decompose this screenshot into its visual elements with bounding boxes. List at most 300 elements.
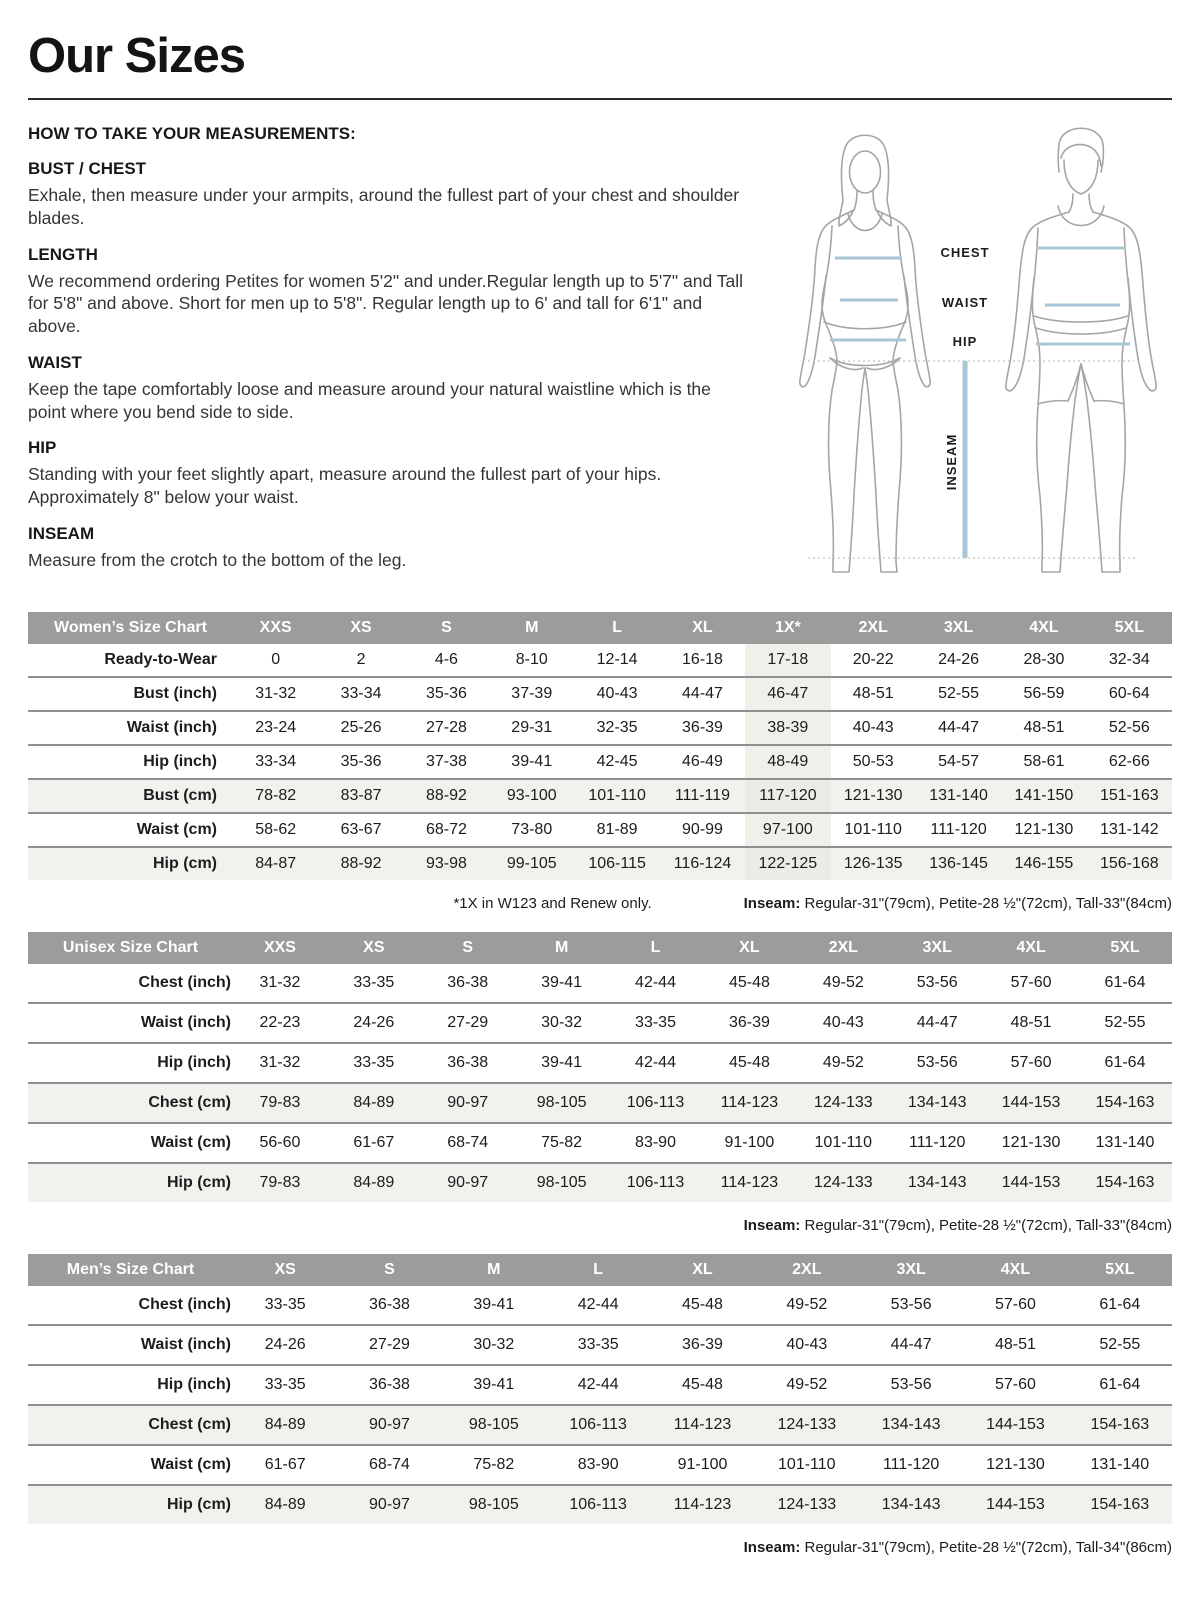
size-cell: 131-140 bbox=[1068, 1445, 1172, 1485]
size-cell: 20-22 bbox=[852, 651, 894, 668]
size-cell: 56-59 bbox=[1001, 677, 1086, 711]
size-cell: 151-163 bbox=[1087, 779, 1172, 813]
row-label: Bust (inch) bbox=[28, 677, 233, 711]
column-header: XS bbox=[318, 612, 403, 644]
size-cell: 46-49 bbox=[660, 745, 745, 779]
size-cell: 29-31 bbox=[489, 711, 574, 745]
size-cell: 62-66 bbox=[1087, 745, 1172, 779]
table-row bbox=[28, 1405, 1172, 1445]
column-header: 2XL bbox=[796, 932, 890, 964]
size-cell: 84-89 bbox=[233, 1485, 337, 1524]
size-cell: 48-51 bbox=[984, 1003, 1078, 1043]
size-cell: 31-32 bbox=[233, 677, 318, 711]
size-cell: 48-51 bbox=[1001, 711, 1086, 745]
body-measurement-illustration bbox=[768, 110, 1172, 592]
size-cell: 27-29 bbox=[421, 1003, 515, 1043]
size-cell: 114-123 bbox=[702, 1083, 796, 1123]
column-header: 2XL bbox=[755, 1254, 859, 1286]
size-cell: 53-56 bbox=[890, 1296, 932, 1313]
size-cell: 42-44 bbox=[635, 974, 676, 991]
size-cell: 61-64 bbox=[1068, 1365, 1172, 1405]
size-cell: 106-113 bbox=[546, 1485, 650, 1524]
mens-chart-footnotes bbox=[28, 1539, 1172, 1556]
man-figure bbox=[1006, 128, 1156, 572]
size-cell: 111-120 bbox=[916, 813, 1001, 847]
size-cell: 61-67 bbox=[233, 1445, 337, 1485]
column-header: S bbox=[337, 1254, 441, 1286]
size-cell: 40-43 bbox=[755, 1325, 859, 1365]
instruction-title: WAIST bbox=[28, 352, 82, 372]
size-cell: 33-34 bbox=[318, 677, 403, 711]
column-header: L bbox=[609, 932, 703, 964]
inseam-footnote: Inseam: Regular-31"(79cm), Petite-28 ½"(72cm), Tall-34"(86cm) bbox=[743, 1539, 1172, 1556]
instruction-bust-chest bbox=[28, 159, 752, 230]
size-cell: 83-90 bbox=[546, 1445, 650, 1485]
size-cell: 144-153 bbox=[984, 1163, 1078, 1202]
size-cell: 68-74 bbox=[421, 1123, 515, 1163]
size-cell: 79-83 bbox=[233, 1163, 327, 1202]
size-cell: 60-64 bbox=[1087, 677, 1172, 711]
instructions-heading: HOW TO TAKE YOUR MEASUREMENTS: bbox=[28, 124, 356, 143]
table-row bbox=[28, 1445, 1172, 1485]
size-cell: 68-74 bbox=[337, 1445, 441, 1485]
size-cell: 144-153 bbox=[984, 1083, 1078, 1123]
size-cell: 84-89 bbox=[327, 1163, 421, 1202]
table-row bbox=[28, 813, 1172, 847]
size-cell: 16-18 bbox=[682, 651, 723, 668]
size-cell: 35-36 bbox=[404, 677, 489, 711]
table-row bbox=[28, 1325, 1172, 1365]
title-divider bbox=[28, 98, 1172, 100]
column-header: XS bbox=[327, 932, 421, 964]
size-cell: 114-123 bbox=[650, 1485, 754, 1524]
unisex-size-chart bbox=[28, 932, 1172, 1202]
size-cell: 122-125 bbox=[745, 847, 830, 880]
size-cell: 45-48 bbox=[702, 1043, 796, 1083]
size-cell: 49-52 bbox=[786, 1296, 828, 1313]
size-cell: 106-115 bbox=[574, 847, 659, 880]
table-title: Men’s Size Chart bbox=[28, 1254, 233, 1286]
size-cell: 0 bbox=[271, 651, 281, 668]
size-cell: 45-48 bbox=[650, 1365, 754, 1405]
column-header: XL bbox=[650, 1254, 754, 1286]
size-cell: 91-100 bbox=[650, 1445, 754, 1485]
size-cell: 33-34 bbox=[233, 745, 318, 779]
hip-label: HIP bbox=[952, 334, 978, 349]
row-label: Chest (cm) bbox=[28, 1405, 233, 1445]
size-cell: 36-38 bbox=[447, 974, 489, 991]
size-cell: 75-82 bbox=[515, 1123, 609, 1163]
table-row bbox=[28, 847, 1172, 880]
size-cell: 36-39 bbox=[650, 1325, 754, 1365]
size-cell: 37-39 bbox=[489, 677, 574, 711]
size-cell: 81-89 bbox=[574, 813, 659, 847]
size-cell: 42-44 bbox=[546, 1365, 650, 1405]
size-cell: 98-105 bbox=[515, 1163, 609, 1202]
size-cell: 73-80 bbox=[489, 813, 574, 847]
row-label: Hip (inch) bbox=[28, 1365, 233, 1405]
size-cell: 39-41 bbox=[442, 1365, 546, 1405]
size-cell: 93-98 bbox=[404, 847, 489, 880]
size-cell: 90-97 bbox=[421, 1163, 515, 1202]
column-header: 4XL bbox=[963, 1254, 1067, 1286]
column-header: XL bbox=[660, 612, 745, 644]
table-row bbox=[28, 964, 1172, 1003]
inseam-label: INSEAM bbox=[944, 433, 959, 491]
row-label: Waist (inch) bbox=[28, 711, 233, 745]
size-cell: 131-140 bbox=[1078, 1123, 1172, 1163]
column-header: 3XL bbox=[859, 1254, 963, 1286]
size-cell: 134-143 bbox=[890, 1163, 984, 1202]
size-cell: 45-48 bbox=[682, 1296, 723, 1313]
size-cell: 154-163 bbox=[1078, 1163, 1172, 1202]
size-cell: 40-43 bbox=[831, 711, 916, 745]
size-cell: 45-48 bbox=[728, 974, 770, 991]
table-row bbox=[28, 1123, 1172, 1163]
column-header: 2XL bbox=[831, 612, 916, 644]
size-cell: 49-52 bbox=[796, 1043, 890, 1083]
size-cell: 44-47 bbox=[859, 1325, 963, 1365]
instruction-body: Exhale, then measure under your armpits, around the fullest part of your chest and shoulder blades. bbox=[28, 185, 740, 228]
size-cell: 84-87 bbox=[233, 847, 318, 880]
size-cell: 50-53 bbox=[831, 745, 916, 779]
size-cell: 144-153 bbox=[963, 1485, 1067, 1524]
size-cell: 83-90 bbox=[609, 1123, 703, 1163]
size-cell: 4-6 bbox=[434, 651, 458, 668]
size-cell: 42-45 bbox=[574, 745, 659, 779]
size-cell: 12-14 bbox=[596, 651, 638, 668]
size-cell: 58-62 bbox=[233, 813, 318, 847]
table-row bbox=[28, 745, 1172, 779]
size-cell: 40-43 bbox=[796, 1003, 890, 1043]
size-cell: 88-92 bbox=[318, 847, 403, 880]
size-cell: 156-168 bbox=[1087, 847, 1172, 880]
column-header: L bbox=[574, 612, 659, 644]
size-cell: 144-153 bbox=[963, 1405, 1067, 1445]
size-cell: 46-47 bbox=[745, 677, 830, 711]
row-label: Ready-to-Wear bbox=[104, 651, 217, 668]
size-cell: 154-163 bbox=[1068, 1485, 1172, 1524]
instruction-body: Standing with your feet slightly apart, measure around the fullest part of your hips. Approximately 8" below your waist. bbox=[28, 464, 662, 507]
size-cell: 44-47 bbox=[660, 677, 745, 711]
row-label: Waist (cm) bbox=[28, 1445, 233, 1485]
size-cell: 83-87 bbox=[318, 779, 403, 813]
size-cell: 39-41 bbox=[473, 1296, 515, 1313]
inseam-footnote: Inseam: Regular-31"(79cm), Petite-28 ½"(72cm), Tall-33"(84cm) bbox=[743, 1217, 1172, 1234]
instruction-waist bbox=[28, 353, 752, 424]
row-label: Bust (cm) bbox=[28, 779, 233, 813]
row-label: Waist (inch) bbox=[28, 1325, 233, 1365]
size-cell: 99-105 bbox=[489, 847, 574, 880]
size-cell: 61-64 bbox=[1078, 1043, 1172, 1083]
size-cell: 52-55 bbox=[916, 677, 1001, 711]
column-header: M bbox=[442, 1254, 546, 1286]
size-cell: 111-120 bbox=[890, 1123, 984, 1163]
row-label: Waist (cm) bbox=[28, 1123, 233, 1163]
size-cell: 44-47 bbox=[890, 1003, 984, 1043]
waist-label: WAIST bbox=[941, 295, 989, 310]
measurement-diagram bbox=[768, 110, 1172, 592]
instruction-title: LENGTH bbox=[28, 244, 98, 264]
size-cell: 90-97 bbox=[337, 1485, 441, 1524]
instruction-hip bbox=[28, 438, 752, 509]
column-header: 5XL bbox=[1087, 612, 1172, 644]
size-cell: 111-119 bbox=[660, 779, 745, 813]
size-cell: 79-83 bbox=[233, 1083, 327, 1123]
row-label: Chest (inch) bbox=[138, 1296, 231, 1313]
size-cell: 44-47 bbox=[916, 711, 1001, 745]
size-cell: 88-92 bbox=[404, 779, 489, 813]
size-cell: 56-60 bbox=[233, 1123, 327, 1163]
column-header: S bbox=[404, 612, 489, 644]
chest-label: CHEST bbox=[940, 245, 990, 260]
size-cell: 52-55 bbox=[1078, 1003, 1172, 1043]
size-cell: 23-24 bbox=[233, 711, 318, 745]
size-cell: 25-26 bbox=[318, 711, 403, 745]
size-cell: 84-89 bbox=[233, 1405, 337, 1445]
row-label: Waist (inch) bbox=[28, 1003, 233, 1043]
size-cell: 49-52 bbox=[755, 1365, 859, 1405]
table-row bbox=[28, 1485, 1172, 1524]
size-cell: 36-38 bbox=[369, 1296, 410, 1313]
size-cell: 97-100 bbox=[745, 813, 830, 847]
size-cell: 33-35 bbox=[327, 1043, 421, 1083]
size-cell: 124-133 bbox=[755, 1485, 859, 1524]
size-cell: 2 bbox=[356, 651, 366, 668]
size-cell: 39-41 bbox=[489, 745, 574, 779]
size-cell: 28-30 bbox=[1023, 651, 1065, 668]
size-cell: 53-56 bbox=[916, 974, 958, 991]
size-cell: 58-61 bbox=[1001, 745, 1086, 779]
size-cell: 101-110 bbox=[796, 1123, 890, 1163]
column-header: L bbox=[546, 1254, 650, 1286]
size-cell: 52-56 bbox=[1087, 711, 1172, 745]
column-header: 5XL bbox=[1068, 1254, 1172, 1286]
woman-figure bbox=[800, 135, 930, 572]
table-row bbox=[28, 1286, 1172, 1325]
size-cell: 36-38 bbox=[337, 1365, 441, 1405]
column-header: XXS bbox=[233, 932, 327, 964]
table-title: Women’s Size Chart bbox=[28, 612, 233, 644]
table-row bbox=[28, 1163, 1172, 1202]
size-cell: 57-60 bbox=[963, 1365, 1067, 1405]
size-cell: 61-64 bbox=[1104, 974, 1146, 991]
table-row bbox=[28, 644, 1172, 677]
size-cell: 31-32 bbox=[259, 974, 301, 991]
size-cell: 24-26 bbox=[938, 651, 980, 668]
size-cell: 134-143 bbox=[859, 1485, 963, 1524]
size-cell: 27-28 bbox=[404, 711, 489, 745]
intro-section bbox=[28, 116, 1172, 592]
row-label: Hip (inch) bbox=[28, 745, 233, 779]
size-cell: 36-39 bbox=[660, 711, 745, 745]
size-cell: 106-113 bbox=[609, 1163, 703, 1202]
size-cell: 17-18 bbox=[745, 644, 830, 677]
size-cell: 121-130 bbox=[963, 1445, 1067, 1485]
size-cell: 33-35 bbox=[546, 1325, 650, 1365]
size-cell: 90-99 bbox=[660, 813, 745, 847]
size-cell: 39-41 bbox=[541, 974, 583, 991]
size-cell: 53-56 bbox=[890, 1043, 984, 1083]
instruction-title: INSEAM bbox=[28, 523, 95, 543]
womens-size-chart bbox=[28, 612, 1172, 880]
size-cell: 27-29 bbox=[337, 1325, 441, 1365]
row-label: Hip (cm) bbox=[28, 847, 233, 880]
size-cell: 42-44 bbox=[609, 1043, 703, 1083]
instruction-body: Measure from the crotch to the bottom of the leg. bbox=[28, 549, 407, 570]
size-cell: 136-145 bbox=[916, 847, 1001, 880]
size-cell: 98-105 bbox=[442, 1485, 546, 1524]
size-cell: 124-133 bbox=[755, 1405, 859, 1445]
size-cell: 121-130 bbox=[984, 1123, 1078, 1163]
size-cell: 49-52 bbox=[822, 974, 864, 991]
column-header: XXS bbox=[233, 612, 318, 644]
row-label: Chest (cm) bbox=[28, 1083, 233, 1123]
instruction-title: HIP bbox=[28, 438, 57, 458]
size-cell: 48-51 bbox=[963, 1325, 1067, 1365]
table-title: Unisex Size Chart bbox=[28, 932, 233, 964]
size-cell: 91-100 bbox=[702, 1123, 796, 1163]
column-header: 3XL bbox=[890, 932, 984, 964]
size-cell: 124-133 bbox=[796, 1163, 890, 1202]
row-label: Hip (cm) bbox=[28, 1163, 233, 1202]
size-cell: 90-97 bbox=[421, 1083, 515, 1123]
size-cell: 57-60 bbox=[995, 1296, 1036, 1313]
column-header: XL bbox=[702, 932, 796, 964]
size-cell: 106-113 bbox=[609, 1083, 703, 1123]
size-cell: 57-60 bbox=[1010, 974, 1052, 991]
measurement-instructions bbox=[28, 116, 752, 592]
size-cell: 111-120 bbox=[859, 1445, 963, 1485]
size-cell: 24-26 bbox=[233, 1325, 337, 1365]
size-cell: 141-150 bbox=[1001, 779, 1086, 813]
table-row bbox=[28, 677, 1172, 711]
column-header: XS bbox=[233, 1254, 337, 1286]
size-cell: 93-100 bbox=[489, 779, 574, 813]
size-cell: 114-123 bbox=[650, 1405, 754, 1445]
size-cell: 114-123 bbox=[702, 1163, 796, 1202]
row-label: Chest (inch) bbox=[138, 974, 231, 991]
size-cell: 98-105 bbox=[515, 1083, 609, 1123]
size-cell: 117-120 bbox=[745, 779, 830, 813]
size-cell: 101-110 bbox=[755, 1445, 859, 1485]
asterisk-footnote: *1X in W123 and Renew only. bbox=[453, 895, 652, 912]
column-header: S bbox=[421, 932, 515, 964]
size-cell: 134-143 bbox=[859, 1405, 963, 1445]
size-cell: 57-60 bbox=[984, 1043, 1078, 1083]
table-row bbox=[28, 1365, 1172, 1405]
size-cell: 31-32 bbox=[233, 1043, 327, 1083]
womens-chart-footnotes bbox=[28, 895, 1172, 912]
table-row bbox=[28, 1003, 1172, 1043]
column-header: 3XL bbox=[916, 612, 1001, 644]
size-cell: 22-23 bbox=[233, 1003, 327, 1043]
size-cell: 131-140 bbox=[916, 779, 1001, 813]
size-cell: 8-10 bbox=[515, 651, 548, 668]
size-cell: 33-35 bbox=[233, 1365, 337, 1405]
size-cell: 98-105 bbox=[442, 1405, 546, 1445]
size-cell: 32-35 bbox=[574, 711, 659, 745]
column-header: 5XL bbox=[1078, 932, 1172, 964]
size-cell: 36-38 bbox=[421, 1043, 515, 1083]
unisex-chart-footnotes bbox=[28, 1217, 1172, 1234]
size-cell: 61-67 bbox=[327, 1123, 421, 1163]
column-header: M bbox=[515, 932, 609, 964]
size-cell: 24-26 bbox=[327, 1003, 421, 1043]
size-cell: 40-43 bbox=[574, 677, 659, 711]
mens-size-chart bbox=[28, 1254, 1172, 1524]
size-cell: 35-36 bbox=[318, 745, 403, 779]
size-cell: 39-41 bbox=[515, 1043, 609, 1083]
size-cell: 126-135 bbox=[831, 847, 916, 880]
size-cell: 78-82 bbox=[233, 779, 318, 813]
column-header: M bbox=[489, 612, 574, 644]
size-cell: 90-97 bbox=[337, 1405, 441, 1445]
size-cell: 33-35 bbox=[264, 1296, 306, 1313]
size-cell: 124-133 bbox=[796, 1083, 890, 1123]
table-row bbox=[28, 1043, 1172, 1083]
column-header: 1X* bbox=[745, 612, 830, 644]
size-cell: 84-89 bbox=[327, 1083, 421, 1123]
inseam-footnote: Inseam: Regular-31"(79cm), Petite-28 ½"(72cm), Tall-33"(84cm) bbox=[743, 895, 1172, 912]
size-cell: 30-32 bbox=[515, 1003, 609, 1043]
size-cell: 63-67 bbox=[318, 813, 403, 847]
size-cell: 37-38 bbox=[404, 745, 489, 779]
size-cell: 54-57 bbox=[916, 745, 1001, 779]
row-label: Waist (cm) bbox=[28, 813, 233, 847]
instruction-body: Keep the tape comfortably loose and measure around your natural waistline which is the point where you bend side to side. bbox=[28, 378, 711, 422]
size-cell: 52-55 bbox=[1068, 1325, 1172, 1365]
size-cell: 61-64 bbox=[1099, 1296, 1141, 1313]
size-cell: 131-142 bbox=[1087, 813, 1172, 847]
size-cell: 36-39 bbox=[702, 1003, 796, 1043]
instruction-length bbox=[28, 245, 752, 338]
size-cell: 33-35 bbox=[353, 974, 395, 991]
size-cell: 32-34 bbox=[1108, 651, 1150, 668]
instruction-title: BUST / CHEST bbox=[28, 159, 147, 178]
column-header: 4XL bbox=[984, 932, 1078, 964]
instruction-inseam bbox=[28, 524, 752, 572]
size-cell: 68-72 bbox=[404, 813, 489, 847]
row-label: Hip (inch) bbox=[28, 1043, 233, 1083]
instruction-body: We recommend ordering Petites for women 5'2" and under.Regular length up to 5'7" and Tall for 5'8" and above. Short for men up to 5'8". Regular length up to 6' and tall for 6'1" and above. bbox=[28, 270, 743, 336]
column-header: 4XL bbox=[1001, 612, 1086, 644]
table-row bbox=[28, 1083, 1172, 1123]
page-title: Our Sizes bbox=[28, 29, 246, 83]
size-cell: 146-155 bbox=[1001, 847, 1086, 880]
size-cell: 48-49 bbox=[745, 745, 830, 779]
size-cell: 101-110 bbox=[831, 813, 916, 847]
size-cell: 42-44 bbox=[577, 1296, 619, 1313]
size-cell: 154-163 bbox=[1068, 1405, 1172, 1445]
size-cell: 33-35 bbox=[609, 1003, 703, 1043]
size-cell: 106-113 bbox=[546, 1405, 650, 1445]
size-cell: 30-32 bbox=[442, 1325, 546, 1365]
table-row bbox=[28, 711, 1172, 745]
size-cell: 101-110 bbox=[574, 779, 659, 813]
size-cell: 116-124 bbox=[660, 847, 745, 880]
table-row bbox=[28, 779, 1172, 813]
row-label: Hip (cm) bbox=[28, 1485, 233, 1524]
size-cell: 38-39 bbox=[745, 711, 830, 745]
size-cell: 75-82 bbox=[442, 1445, 546, 1485]
size-cell: 134-143 bbox=[890, 1083, 984, 1123]
size-cell: 48-51 bbox=[831, 677, 916, 711]
size-cell: 154-163 bbox=[1078, 1083, 1172, 1123]
size-cell: 121-130 bbox=[831, 779, 916, 813]
size-cell: 121-130 bbox=[1001, 813, 1086, 847]
size-cell: 53-56 bbox=[859, 1365, 963, 1405]
